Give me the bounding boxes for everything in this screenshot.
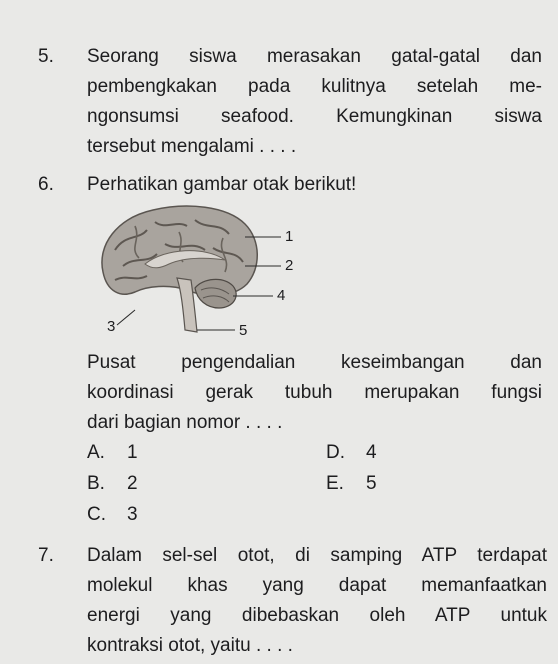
option-a[interactable] [87,442,138,464]
question-6-stem-line-1: Pusat pengendalian keseimbangan dan [87,352,542,373]
option-c-letter: C. [87,504,106,525]
option-c-value: 3 [127,504,138,525]
option-e[interactable] [326,473,377,495]
question-6-stem-line-3: dari bagian nomor . . . . [87,412,283,433]
question-7-number: 7. [38,545,54,566]
question-7-line-4: kontraksi otot, yaitu . . . . [87,635,293,656]
question-7-line-3: energi yang dibebaskan oleh ATP untuk [87,605,547,626]
figure-label-1: 1 [285,228,294,245]
question-5-line-1: Seorang siswa merasakan gatal-gatal dan [87,46,542,67]
option-b[interactable] [87,473,138,495]
option-a-letter: A. [87,442,105,463]
question-5-line-3-text: ngonsumsi seafood. Kemungkinan siswa [87,106,542,127]
question-6-prompt-line: Perhatikan gambar otak berikut! [87,174,357,195]
question-7-line-1: Dalam sel-sel otot, di samping ATP terdapat [87,545,547,566]
question-5-line-4: tersebut mengalami . . . . [87,136,297,157]
question-6-number: 6. [38,174,54,195]
option-b-letter: B. [87,473,105,494]
question-6-stem [87,348,542,438]
option-d-value: 4 [366,442,377,463]
question-5-number: 5. [38,46,54,67]
question-7-text [87,541,547,661]
question-5-line-2: pembengkakan pada kulitnya setelah me- [87,76,542,97]
question-5-line-3 [87,102,542,132]
option-a-value: 1 [127,442,138,463]
option-e-value: 5 [366,473,377,494]
question-6-stem-line-2: koordinasi gerak tubuh merupakan fungsi [87,382,542,403]
option-b-value: 2 [127,473,138,494]
figure-label-3: 3 [107,318,116,335]
option-c[interactable] [87,504,138,526]
question-6-prompt [87,170,542,200]
option-e-letter: E. [326,473,344,494]
figure-label-5: 5 [239,322,248,339]
option-d[interactable] [326,442,377,464]
question-5-text [87,42,542,162]
option-d-letter: D. [326,442,345,463]
figure-label-2: 2 [285,257,294,274]
question-7-line-2: molekul khas yang dapat memanfaatkan [87,575,547,596]
brain-sagittal-illustration [95,200,315,345]
figure-label-4: 4 [277,287,286,304]
brain-figure [95,200,315,345]
